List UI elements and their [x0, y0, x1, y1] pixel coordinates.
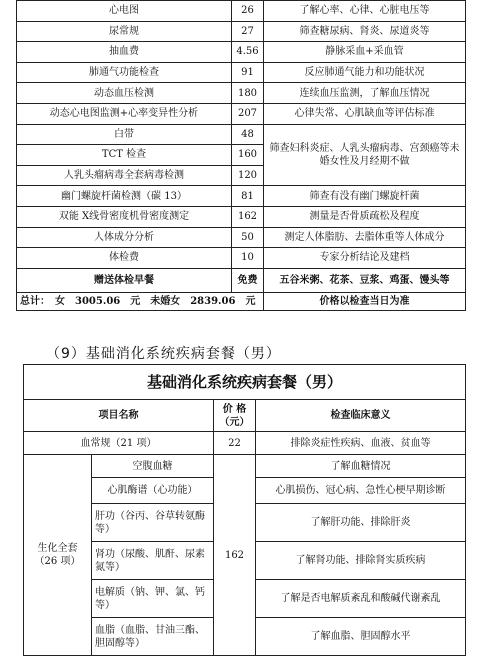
- item-meaning: 五谷米粥、花茶、豆浆、鸡蛋、馒头等: [264, 268, 466, 292]
- item-price: 4.56: [232, 42, 264, 63]
- item-meaning: 连续血压监测，了解血压情况: [264, 83, 466, 104]
- item-name: 血常规（21 项）: [24, 432, 214, 455]
- item-name: 动态心电图监测+心率变异性分析: [17, 103, 232, 124]
- item-price: 81: [232, 186, 264, 207]
- item-name: 动态血压检测: [17, 83, 232, 104]
- sub-item-name: 肝功（谷丙、谷草转氨酶等）: [92, 504, 214, 542]
- section-heading: （9）基础消化系统疾病套餐（男）: [46, 346, 281, 362]
- table-row: [17, 248, 466, 269]
- sub-item-meaning: 了解肾功能、排除肾实质疾病: [256, 542, 466, 580]
- item-meaning: 测量是否骨质疏松及程度: [264, 206, 466, 227]
- sub-item-name: 电解质（钠、钾、氯、钙等）: [92, 580, 214, 618]
- item-name: 幽门螺旋杆菌检测（碳 13）: [17, 186, 232, 207]
- item-meaning: 筛查有没有幽门螺旋杆菌: [264, 186, 466, 207]
- item-meaning: 了解心率、心律、心脏电压等: [264, 1, 466, 22]
- item-name: 赠送体检早餐: [17, 268, 232, 292]
- table-row: [17, 83, 466, 104]
- table-row: [17, 186, 466, 207]
- table-row: [17, 268, 466, 292]
- item-meaning: 排除炎症性疾病、血液、贫血等: [256, 432, 466, 455]
- item-price: 180: [232, 83, 264, 104]
- item-price: 免费: [232, 268, 264, 292]
- item-price: 26: [232, 1, 264, 22]
- table-row: [17, 42, 466, 63]
- item-meaning: 心律失常、心肌缺血等评估标准: [264, 103, 466, 124]
- merged-meaning: 筛查妇科炎症、人乳头瘤病毒、宫颈癌等未婚女性及月经期不做: [264, 124, 466, 186]
- table-row: [17, 1, 466, 22]
- exam-table-digestive: [23, 364, 466, 656]
- sub-item-name: 血脂（血脂、甘油三酯、胆固醇等）: [92, 618, 214, 656]
- total-note: 价格以检查当日为准: [264, 292, 466, 310]
- header-price: 价 格（元）: [214, 400, 256, 432]
- table-row: [17, 21, 466, 42]
- header-name: 项目名称: [24, 400, 214, 432]
- table-row: [24, 432, 466, 455]
- item-meaning: 测定人体脂肪、去脂体重等人体成分: [264, 227, 466, 248]
- group-name: 生化全套（26 项）: [24, 455, 92, 656]
- item-price: 91: [232, 62, 264, 83]
- item-name: 体检费: [17, 248, 232, 269]
- item-name: 双能 X线骨密度机骨密度测定: [17, 206, 232, 227]
- item-name: 心电图: [17, 1, 232, 22]
- sub-item-name: 空腹血糖: [92, 455, 214, 478]
- header-meaning: 检查临床意义: [256, 400, 466, 432]
- sub-item-meaning: 了解血脂、胆固醇水平: [256, 618, 466, 656]
- item-price: 27: [232, 21, 264, 42]
- table-row: [17, 124, 466, 145]
- item-price: 120: [232, 165, 264, 186]
- item-meaning: 筛查糖尿病、肾炎、尿道炎等: [264, 21, 466, 42]
- group-price: 162: [214, 455, 256, 656]
- table-row: [24, 455, 466, 478]
- item-name: 尿常规: [17, 21, 232, 42]
- table-row: [17, 103, 466, 124]
- item-meaning: 静脉采血+采血管: [264, 42, 466, 63]
- item-price: 160: [232, 145, 264, 166]
- item-meaning: 专家分析结论及建档: [264, 248, 466, 269]
- sub-item-name: 心肌酶谱（心功能）: [92, 478, 214, 504]
- sub-item-meaning: 了解血糖情况: [256, 455, 466, 478]
- item-price: 207: [232, 103, 264, 124]
- item-price: 50: [232, 227, 264, 248]
- item-name: 白带: [17, 124, 232, 145]
- sub-item-meaning: 了解肝功能、排除肝炎: [256, 504, 466, 542]
- header-row: [24, 400, 466, 432]
- item-name: 肺通气功能检查: [17, 62, 232, 83]
- table-row: [17, 206, 466, 227]
- exam-table-top: [16, 0, 466, 311]
- item-name: TCT 检查: [17, 145, 232, 166]
- sub-item-meaning: 心肌损伤、冠心病、急性心梗早期诊断: [256, 478, 466, 504]
- item-meaning: 反应肺通气能力和功能状况: [264, 62, 466, 83]
- item-price: 10: [232, 248, 264, 269]
- item-price: 22: [214, 432, 256, 455]
- item-price: 162: [232, 206, 264, 227]
- total-row: [17, 292, 466, 310]
- item-name: 人体成分分析: [17, 227, 232, 248]
- item-name: 抽血费: [17, 42, 232, 63]
- table-title: 基础消化系统疾病套餐（男）: [24, 365, 466, 400]
- table-row: [17, 227, 466, 248]
- table-row: [17, 62, 466, 83]
- item-name: 人乳头瘤病毒全套病毒检测: [17, 165, 232, 186]
- sub-item-name: 肾功（尿酸、肌酐、尿素氮等）: [92, 542, 214, 580]
- total-text: 总计： 女 3005.06 元 未婚女 2839.06 元: [17, 292, 264, 310]
- sub-item-meaning: 了解是否电解质紊乱和酸碱代谢紊乱: [256, 580, 466, 618]
- item-price: 48: [232, 124, 264, 145]
